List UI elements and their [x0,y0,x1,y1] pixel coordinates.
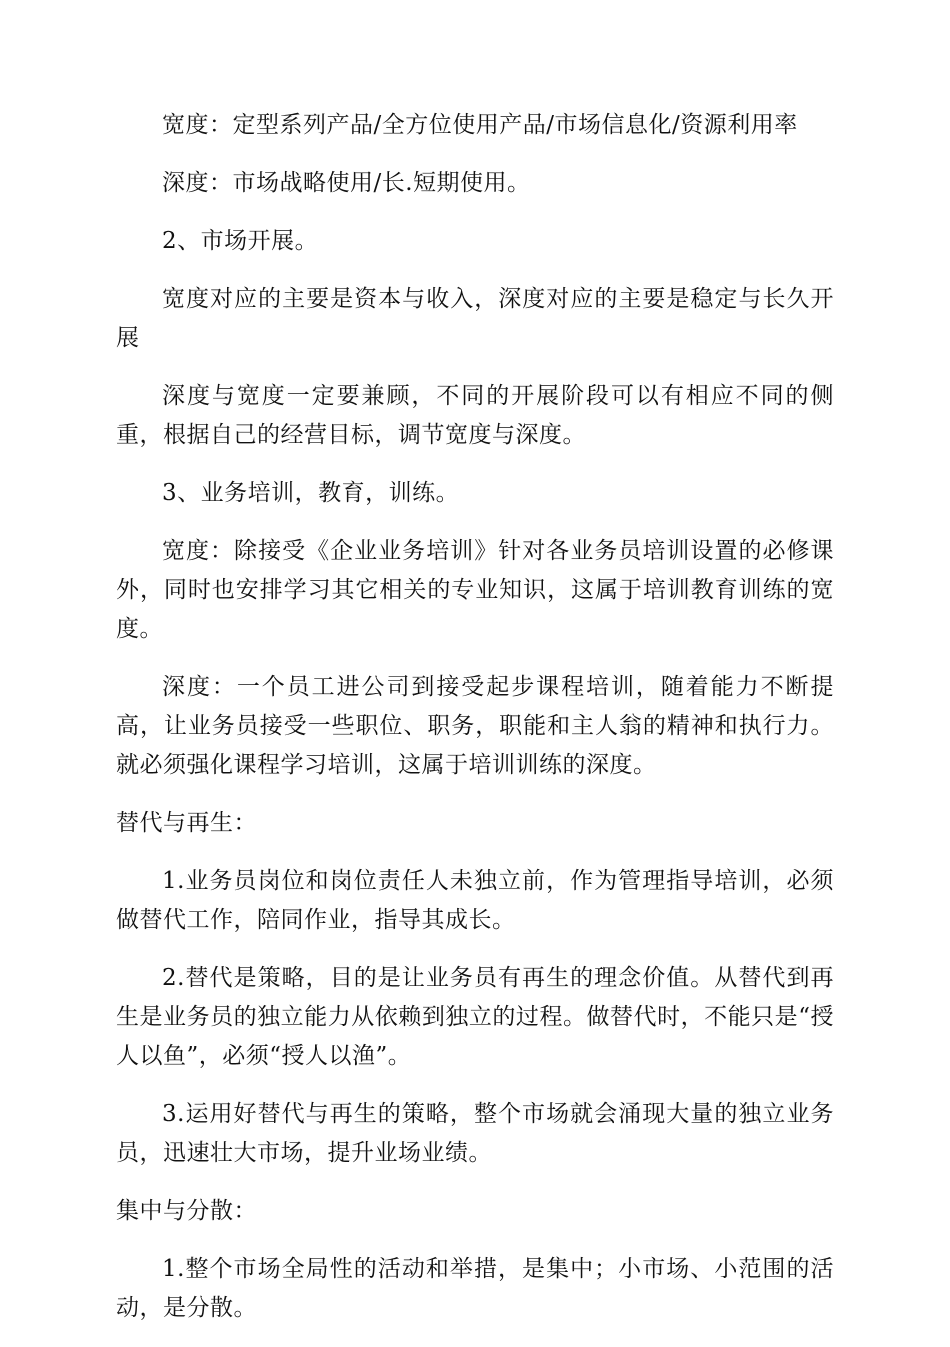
heading-concentration-dispersion: 集中与分散： [116,1198,257,1224]
list-item-concentration-1: 1.整个市场全局性的活动和举措，是集中；小市场、小范围的活动，是分散。 [116,1256,834,1321]
section-heading-business-training: 3、业务培训，教育，训练。 [162,480,460,506]
paragraph-depth-definition: 深度：市场战略使用/长.短期使用。 [162,170,531,196]
paragraph-training-breadth: 宽度：除接受《企业业务培训》针对各业务员培训设置的必修课外，同时也安排学习其它相关的专业知识，这属于培训教育训练的宽度。 [116,538,834,642]
paragraph-breadth-definition: 宽度：定型系列产品/全方位使用产品/市场信息化/资源利用率 [162,112,798,138]
paragraph-balance-breadth-depth: 深度与宽度一定要兼顾，不同的开展阶段可以有相应不同的侧重，根据自己的经营目标，调节宽度与深度。 [116,383,834,448]
section-heading-market-development: 2、市场开展。 [162,228,319,254]
list-item-substitution-1: 1.业务员岗位和岗位责任人未独立前，作为管理指导培训，必须做替代工作，陪同作业，指导其成长。 [116,868,834,933]
document-body [116,106,834,1347]
paragraph-breadth-depth-correspondence: 宽度对应的主要是资本与收入，深度对应的主要是稳定与长久开展 [116,286,834,351]
paragraph-training-depth: 深度：一个员工进公司到接受起步课程培训，随着能力不断提高，让业务员接受一些职位、职务，职能和主人翁的精神和执行力。就必须强化课程学习培训，这属于培训训练的深度。 [116,674,834,778]
heading-substitution-regeneration: 替代与再生： [116,810,257,836]
list-item-substitution-3: 3.运用好替代与再生的策略，整个市场就会涌现大量的独立业务员，迅速壮大市场，提升业场业绩。 [116,1101,834,1166]
list-item-substitution-2: 2.替代是策略，目的是让业务员有再生的理念价值。从替代到再生是业务员的独立能力从依赖到独立的过程。做替代时，不能只是“授人以鱼”，必须“授人以渔”。 [116,965,834,1069]
